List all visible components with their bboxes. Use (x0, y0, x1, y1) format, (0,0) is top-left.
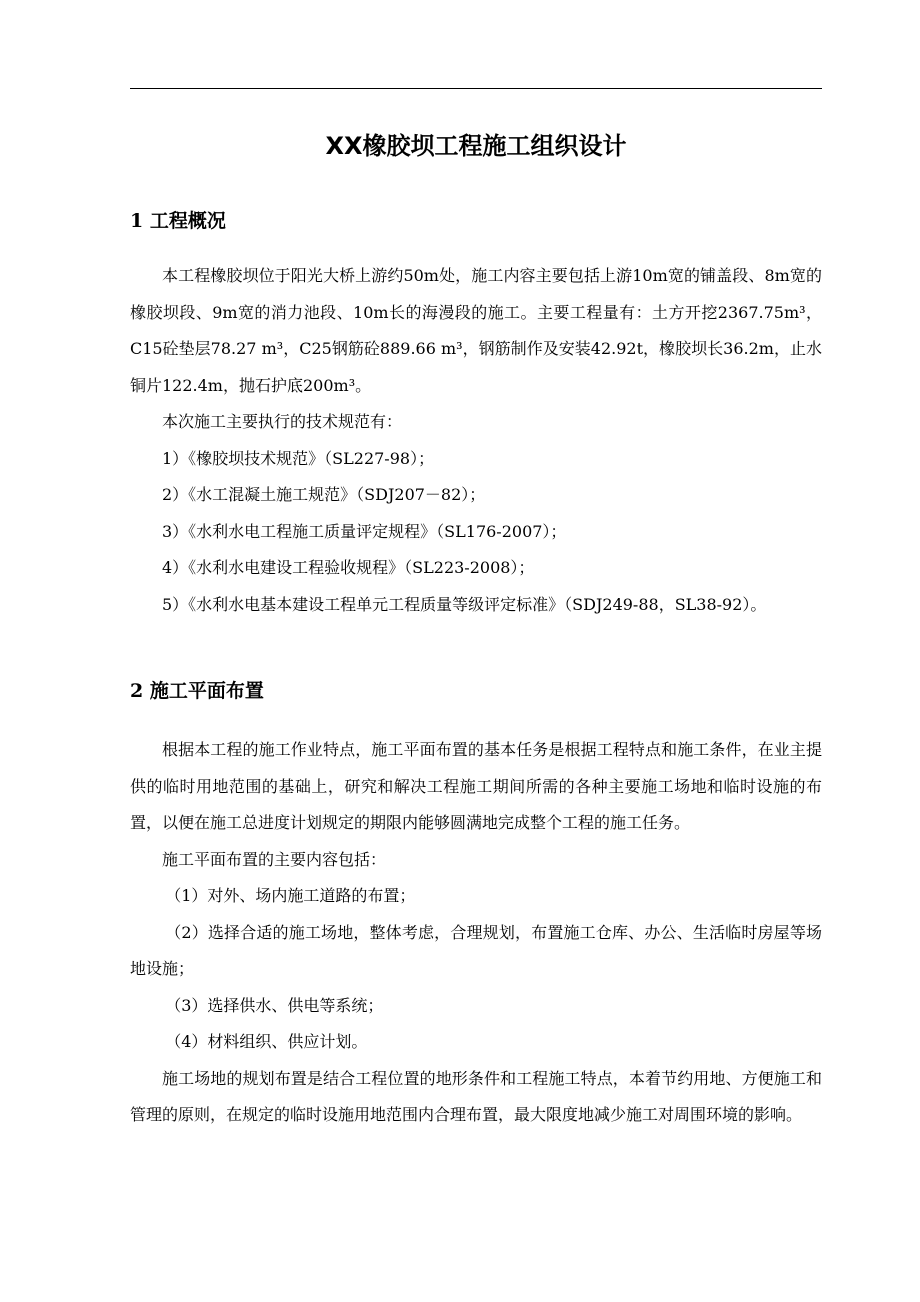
layout-item-1: （1）对外、场内施工道路的布置； (165, 886, 416, 905)
layout-item-4: （4）材料组织、供应计划。 (165, 1032, 368, 1051)
spec-item-5: 5）《水利水电基本建设工程单元工程质量等级评定标准》（SDJ249-88，SL38-92）。 (162, 594, 767, 614)
spec-item-1: 1）《橡胶坝技术规范》（SL227-98）； (162, 448, 435, 468)
layout-item-2: （2）选择合适的施工场地，整体考虑，合理规划，布置施工仓库、办公、生活临时房屋等场地设施； (130, 922, 822, 978)
document-title: XX橡胶坝工程施工组织设计 (325, 132, 627, 160)
section-1-body (130, 258, 822, 623)
layout-item-3: （3）选择供水、供电等系统； (165, 995, 384, 1015)
section-2-heading: 2 施工平面布置 (130, 680, 264, 702)
spec-item-4: 4）《水利水电建设工程验收规程》（SL223-2008）； (162, 558, 535, 577)
section-2-paragraph-contents-intro: 施工平面布置的主要内容包括： (162, 849, 387, 869)
section-2-paragraph-purpose: 根据本工程的施工作业特点，施工平面布置的基本任务是根据工程特点和施工条件，在业主提供的临时用地范围的基础上，研究和解决工程施工期间所需的各种主要施工场地和临时设施的布置，以便在施工总进度计划规定的期限内能够圆满地完成整个工程的施工任务。 (130, 740, 822, 832)
section-1-paragraph-overview: 本工程橡胶坝位于阳光大桥上游约50m处，施工内容主要包括上游10m宽的铺盖段、8m宽的橡胶坝段、9m宽的消力池段、10m长的海漫段的施工。主要工程量有：土方开挖2367.75m³，C15砼垫层78.27 m³，C25钢筋砼889.66 m³，钢筋制作及安装42.92t，橡胶坝长36.2m，止水铜片122.4m，抛石护底200m³。 (130, 266, 822, 395)
section-2-body (130, 732, 822, 1134)
section-2-paragraph-principles: 施工场地的规划布置是结合工程位置的地形条件和工程施工特点，本着节约用地、方便施工和管理的原则，在规定的临时设施用地范围内合理布置，最大限度地减少施工对周围环境的影响。 (130, 1068, 822, 1124)
section-1-paragraph-specs-intro: 本次施工主要执行的技术规范有： (162, 412, 403, 431)
header-rule (130, 88, 822, 89)
spec-item-2: 2）《水工混凝土施工规范》（SDJ207－82）； (162, 485, 486, 504)
spec-item-3: 3）《水利水电工程施工质量评定规程》（SL176-2007）； (162, 521, 567, 541)
section-1-heading: 1 工程概况 (130, 210, 226, 232)
